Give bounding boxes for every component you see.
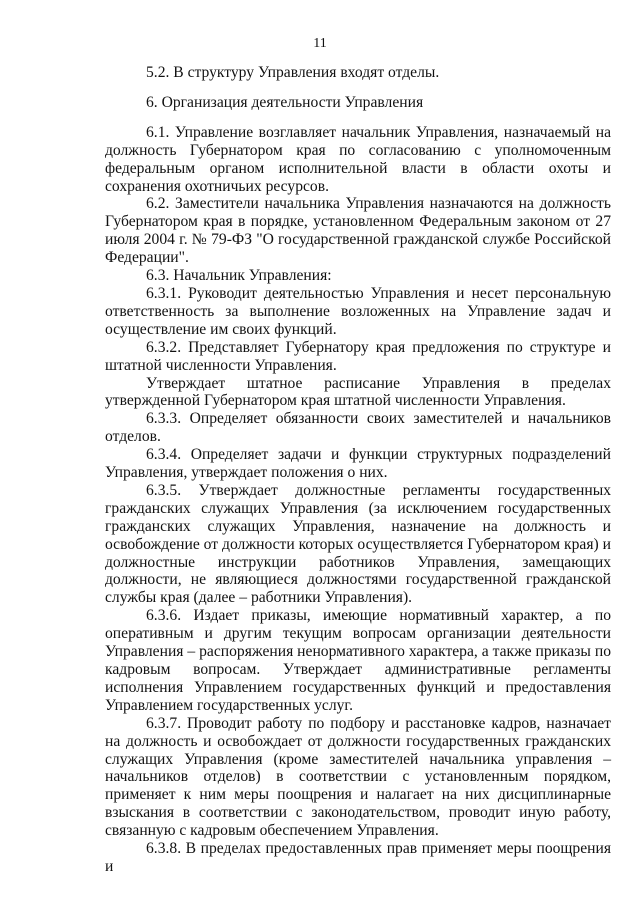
page-number: 11 [313, 36, 327, 51]
paragraph-6-3-2: 6.3.2. Представляет Губернатору края предложения по структуре и штатной численности Управления. [105, 338, 611, 374]
paragraph-6-2: 6.2. Заместители начальника Управления назначаются на должность Губернатором края в порядке, установленном Федеральным законом от 27 июля 2004 г. № 79-ФЗ "О государственной гражданской службе Российской Федерации". [105, 195, 611, 267]
paragraph-6-3-7: 6.3.7. Проводит работу по подбору и расстановке кадров, назначает на должность и освобождает от должности государственных гражданских служащих Управления (кроме заместителей начальника управления – начальников отделов) в соответствии с установленным порядком, применяет к ним меры поощрения и налагает на них дисциплинарные взыскания в соответствии с законодательством, проводит иную работу, связанную с кадровым обеспечением Управления. [105, 714, 611, 840]
paragraph-6-3-8: 6.3.8. В пределах предоставленных прав применяет меры поощрения и [105, 840, 611, 875]
paragraph-5-2: 5.2. В структуру Управления входят отделы. [146, 64, 440, 81]
paragraph-staff-schedule: Утверждает штатное расписание Управления в пределах утвержденной Губернатором края штатной численности Управления. [105, 374, 611, 410]
paragraph-6-3-5: 6.3.5. Утверждает должностные регламенты государственных гражданских служащих Управления (за исключением государственных гражданских служащих Управления, назначение на должность и освобождение от должности которых осуществляется Губернатором края) и должностные инструкции работников Управления, замещающих должности, не являющиеся должностями государственной гражданской службы края (далее – работники Управления). [105, 481, 611, 607]
paragraph-6-3-1: 6.3.1. Руководит деятельностью Управления и несет персональную ответственность за выполнение возложенных на Управление задач и осуществление им своих функций. [105, 284, 611, 338]
section-heading-6: 6. Организация деятельности Управления [146, 93, 424, 111]
paragraph-6-1: 6.1. Управление возглавляет начальник Управления, назначаемый на должность Губернатором края по согласованию с уполномоченным федеральным органом исполнительной власти в области охоты и сохранения охотничьих ресурсов. [105, 123, 611, 195]
paragraph-6-3-6: 6.3.6. Издает приказы, имеющие нормативный характер, а по оперативным и другим текущим вопросам организации деятельности Управления – распоряжения ненормативного характера, а также приказы по кадровым вопросам. Утверждает административные регламенты исполнения Управлением государственных функций и предоставления Управлением государственных услуг. [105, 607, 611, 714]
paragraph-6-3: 6.3. Начальник Управления: [146, 267, 332, 285]
document-body [105, 64, 611, 876]
paragraph-6-3-3: 6.3.3. Определяет обязанности своих заместителей и начальников отделов. [105, 410, 611, 446]
paragraph-6-3-4: 6.3.4. Определяет задачи и функции структурных подразделений Управления, утверждает положения о них. [105, 446, 611, 482]
